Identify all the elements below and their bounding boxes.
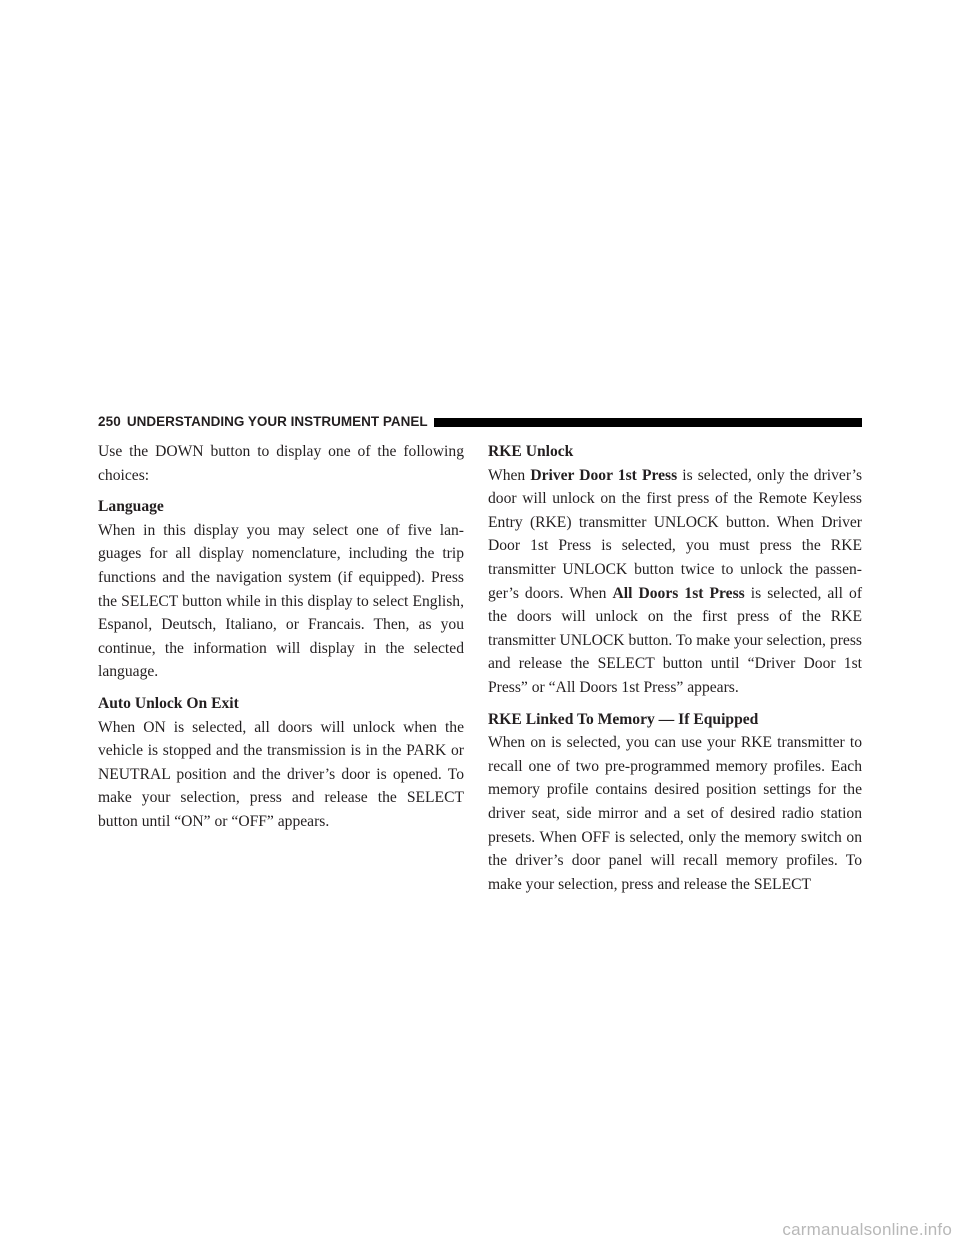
rke-unlock-text-3: is selected, all of the doors will unlock on the first press of the RKE transmitter UNLOCK button. To make your selection, press and release the SELECT button until “Driver Door 1st Press” or “All Doors 1st Press” appears. xyxy=(488,584,863,696)
section-title: UNDERSTANDING YOUR INSTRUMENT PANEL xyxy=(126,414,428,429)
rke-unlock-heading: RKE Unlock xyxy=(488,443,574,460)
rke-memory-paragraph: When on is selected, you can use your RKE transmitter to recall one of two pre-programmed memory profiles. Each memory profile contains desired position settings for the driver seat, side mirror and a set of desired radio station presets. When OFF is selected, only the memory switch on the driver’s door panel will recall memory profiles. To make your selection, press and release the SELECT xyxy=(488,734,862,893)
auto-unlock-paragraph: When ON is selected, all doors will unlock when the vehicle is stopped and the transmission is in the PARK or NEUTRAL position and the driver’s door is opened. To make your selection, press and release the SELECT button until “ON” or “OFF” appears. xyxy=(98,718,464,830)
header-rule xyxy=(434,418,862,427)
driver-door-term: Driver Door 1st Press xyxy=(530,466,678,484)
page-number: 250 xyxy=(98,414,121,429)
right-column xyxy=(488,440,862,896)
rke-unlock-text-2: is selected, only the driver’s door will unlock on the first press of the Remote Keyless Entry (RKE) transmitter UNLOCK button. When Driver Door 1st Press is selected, you must press the RKE transmitter UNLOCK button twice to unlock the passen-ger’s doors. When xyxy=(488,466,863,602)
page-header xyxy=(98,414,862,430)
rke-unlock-text-1: When xyxy=(488,466,531,484)
rke-memory-heading: RKE Linked To Memory — If Equipped xyxy=(488,710,759,728)
left-column xyxy=(98,440,464,834)
language-heading: Language xyxy=(98,498,164,516)
auto-unlock-heading: Auto Unlock On Exit xyxy=(98,694,239,712)
rke-unlock-paragraph xyxy=(488,464,862,700)
language-paragraph: When in this display you may select one of five lan-guages for all display nomenclature, including the trip functions and the navigation system (if equipped). Press the SELECT button while in this display to select English, Espanol, Deutsch, Italiano, or Francais. Then, as you continue, the information will display in the selected language. xyxy=(98,521,464,681)
intro-paragraph: Use the DOWN button to display one of the following choices: xyxy=(98,443,464,484)
watermark-link[interactable]: carmanualsonline.info xyxy=(782,1220,952,1239)
all-doors-term: All Doors 1st Press xyxy=(612,584,745,602)
